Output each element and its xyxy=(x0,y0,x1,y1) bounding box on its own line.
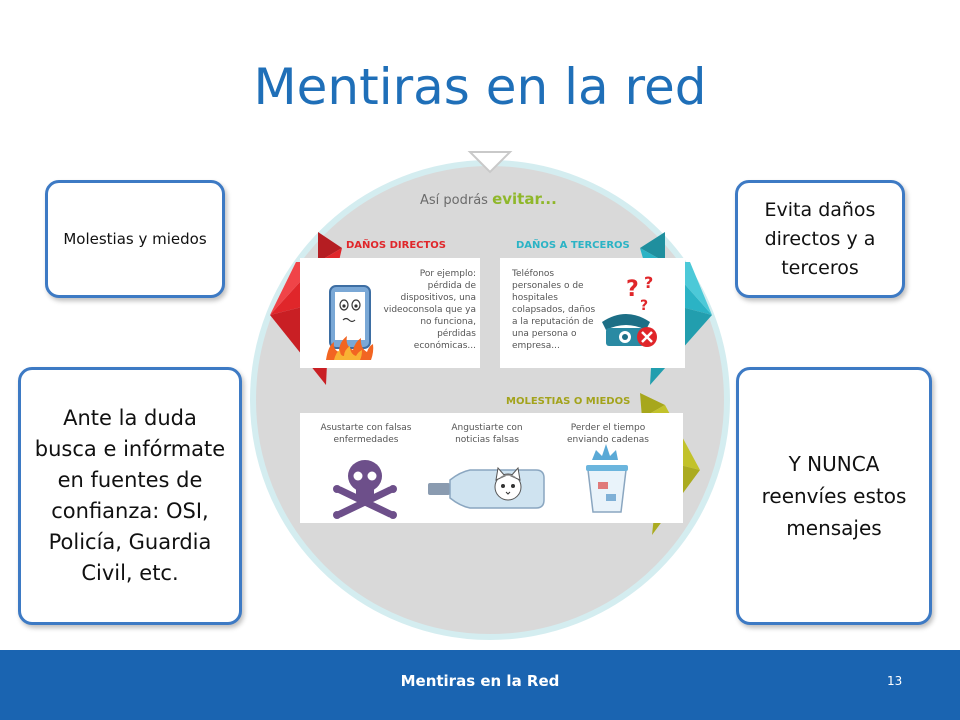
svg-text:?: ? xyxy=(640,298,649,314)
error-cross-icon xyxy=(637,327,657,347)
third-line: hospitales xyxy=(512,293,558,303)
infographic-disc xyxy=(253,163,727,637)
phone-character-icon xyxy=(330,286,370,348)
heading-emphasis: evitar... xyxy=(492,190,557,208)
third-line: personales o de xyxy=(512,281,584,291)
third-line: empresa... xyxy=(512,341,560,351)
slide-title: Mentiras en la red xyxy=(253,58,707,116)
callout-evita-danos: Evita daños directos y a terceros xyxy=(735,180,905,298)
label-molestias: MOLESTIAS O MIEDOS xyxy=(506,396,631,407)
footer-title: Mentiras en la Red xyxy=(400,672,560,690)
svg-text:?: ? xyxy=(626,277,639,302)
label-danos-terceros: DAÑOS A TERCEROS xyxy=(516,240,630,251)
page-number: 13 xyxy=(887,674,903,688)
third-line: a la reputación de xyxy=(512,317,594,327)
direct-line: Por ejemplo: xyxy=(419,269,476,279)
third-line: una persona o xyxy=(512,329,577,339)
callout-ante-la-duda: Ante la duda busca e infórmate en fuentes de confianza: OSI, Policía, Guardia Civil, etc. xyxy=(18,367,242,625)
third-line: colapsados, daños xyxy=(512,305,596,315)
direct-line: pérdidas xyxy=(437,329,476,339)
third-line: Teléfonos xyxy=(512,269,555,279)
callout-nunca-reenvies: Y NUNCA reenvíes estos mensajes xyxy=(736,367,932,625)
direct-line: dispositivos, una xyxy=(400,293,476,303)
callout-molestias-miedos: Molestias y miedos xyxy=(45,180,225,298)
annoy-item-line: Asustarte con falsas xyxy=(320,423,412,433)
label-danos-directos: DAÑOS DIRECTOS xyxy=(346,240,447,251)
annoy-item-line: noticias falsas xyxy=(455,435,519,445)
annoy-item-line: enviando cadenas xyxy=(567,435,649,445)
direct-line: videoconsola que ya xyxy=(383,305,476,315)
annoy-item-line: enfermedades xyxy=(333,435,399,445)
svg-text:?: ? xyxy=(644,273,654,292)
direct-line: económicas... xyxy=(413,341,476,351)
direct-line: no funciona, xyxy=(420,317,476,327)
annoy-item-line: Perder el tiempo xyxy=(570,423,646,433)
annoy-item-line: Angustiarte con xyxy=(451,423,523,433)
direct-line: pérdida de xyxy=(427,281,476,291)
footer-bar xyxy=(0,650,960,720)
infographic-heading: Así podrás evitar... xyxy=(420,190,557,208)
